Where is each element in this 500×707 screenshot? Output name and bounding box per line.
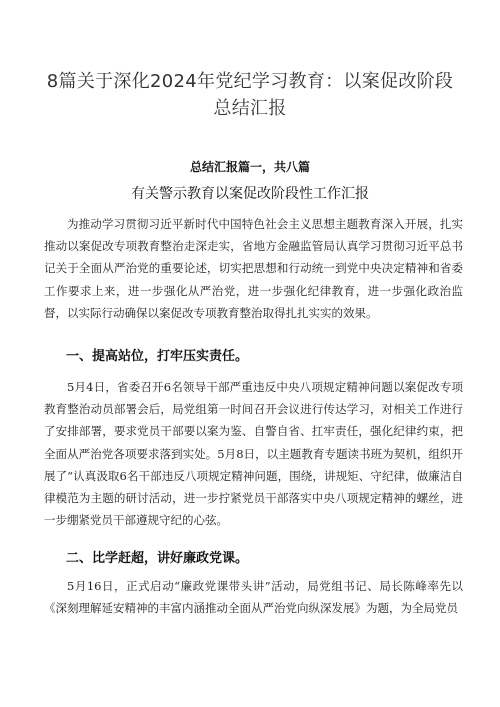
section-title: 有关警示教育以案促改阶段性工作汇报	[131, 186, 369, 202]
document-title-line1: 8篇关于深化2024年党纪学习教育：以案促改阶段	[46, 71, 454, 92]
paragraph-section-1: 5月4日，省委召开6名领导干部严重违反中央八项规定精神问题以案促改专项教育整治动员部署会后，局党组第一时间召开会议进行传达学习，对相关工作进行了安排部署，要求党员干部要以案为鉴、自警自省、扛牢责任，强化纪律约束，把全面从严治党各项要求落到实处。5月8日，以主题教育专题读书班为契机，组织开展了“认真汲取6名干部违反八项规定精神问题，围绕，讲规矩、守纪律，做廉洁自律模范为主题的研讨活动，进一步拧紧党员干部落实中央八项规定精神的螺丝，进一步绷紧党员干部遵规守纪的心弦。	[44, 380, 463, 528]
heading-section-2: 二、比学赶超，讲好廉政党课。	[66, 551, 249, 566]
document-title	[30, 68, 470, 122]
document-title-line2: 总结汇报	[213, 98, 287, 119]
paragraph-section-2: 5月16日，正式启动“廉政党课带头讲”活动，局党组书记、局长陈峰率先以《深刻理解延安精神的丰富内涵推动全面从严治党向纵深发展》为题，为全局党员	[44, 579, 463, 616]
paragraph-intro: 为推动学习贯彻习近平新时代中国特色社会主义思想主题教育深入开展，扎实推动以案促改专项教育整治走深走实，省地方金融监管局认真学习贯彻习近平总书记关于全面从严治党的重要论述，切实把思想和行动统一到党中央决定精神和省委工作要求上来，进一步强化从严治党，进一步强化纪律教育，进一步强化政治监督，以实际行动确保以案促改专项教育整治取得扎扎实实的效果。	[44, 217, 463, 320]
heading-section-1: 一、提高站位，打牢压实责任。	[66, 349, 249, 364]
sub-heading: 总结汇报篇一，共八篇	[189, 160, 310, 174]
